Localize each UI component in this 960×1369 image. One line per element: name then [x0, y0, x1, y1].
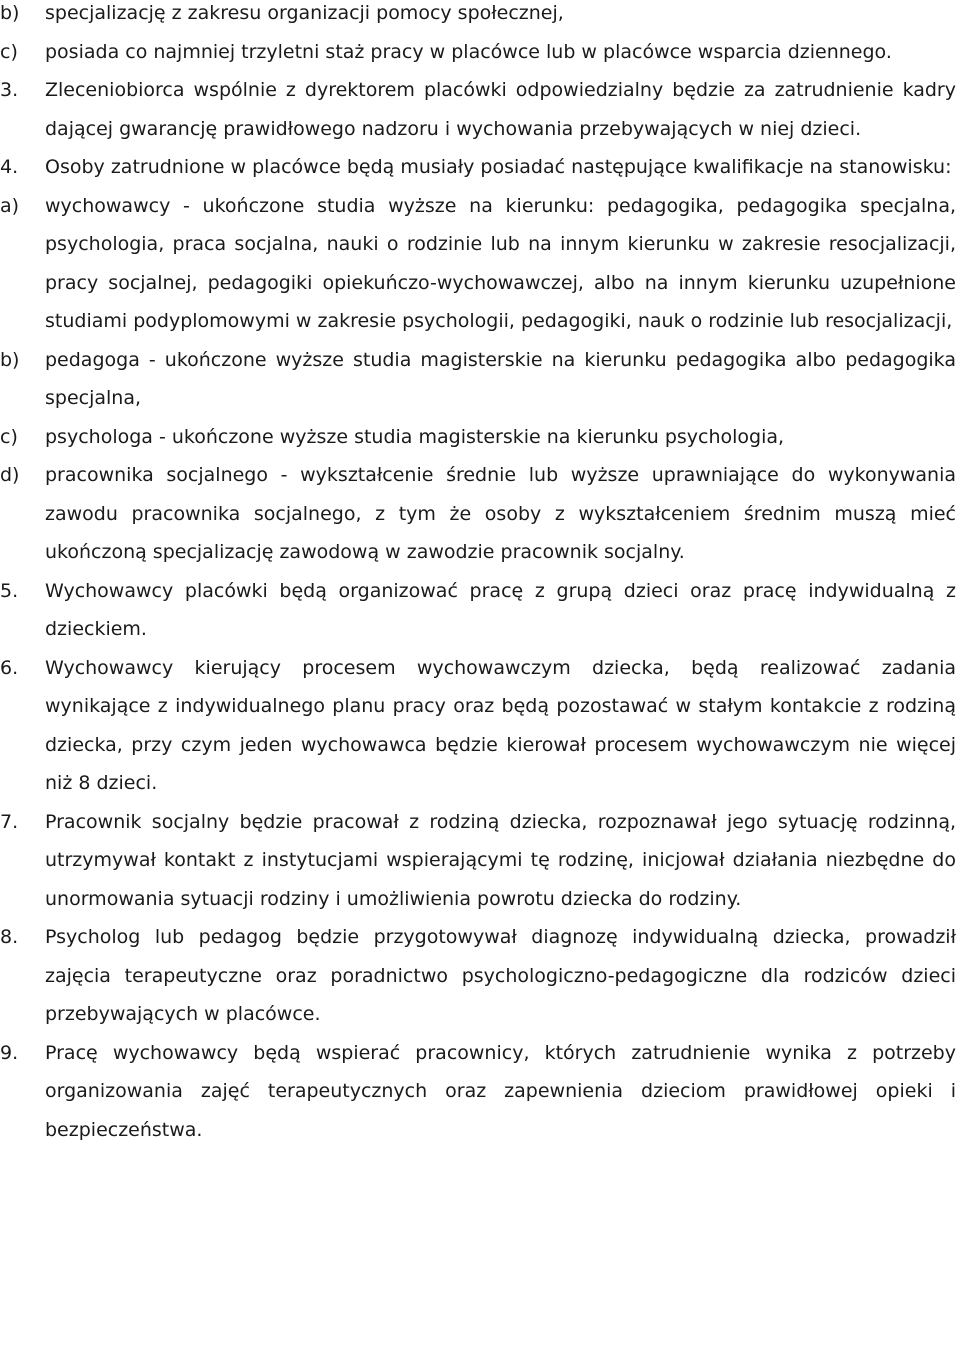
list-marker: 3.	[0, 79, 19, 101]
list-item-7-pracownik-socjalny	[0, 803, 960, 919]
list-marker: a)	[0, 194, 20, 217]
list-item-text: Osoby zatrudnione w placówce będą musiały posiadać następujące kwalifikacje na stanowisku:	[45, 156, 952, 178]
list-item-8-psycholog-pedagog	[0, 918, 960, 1034]
list-item-text: wychowawcy - ukończone studia wyższe na kierunku: pedagogika, pedagogika specjalna, psychologia, praca socjalna, nauki o rodzinie lub na innym kierunku w zakresie resocjalizacji, pracy socjalnej, pedagogiki opiekuńczo-wychowawczej, albo na innym kierunku uzupełnione studiami podyplomowymi w zakresie psychologii, pedagogiki, nauk o rodzinie lub resocjalizacji,	[45, 194, 956, 332]
list-marker: 9.	[0, 1041, 19, 1064]
list-marker: b)	[0, 2, 20, 24]
list-marker: 5.	[0, 579, 19, 602]
list-item-text: Wychowawcy placówki będą organizować pracę z grupą dzieci oraz pracę indywidualną z dzieckiem.	[45, 579, 956, 640]
list-marker: b)	[0, 348, 20, 371]
list-item-text: pracownika socjalnego - wykształcenie średnie lub wyższe uprawniające do wykonywania zawodu pracownika socjalnego, z tym że osoby z wykształceniem średnim muszą mieć ukończoną specjalizację zawodową w zawodzie pracownik socjalny.	[45, 464, 956, 563]
list-item-c-staz-pracy	[0, 33, 960, 72]
list-item-text: Psycholog lub pedagog będzie przygotowywał diagnozę indywidualną dziecka, prowadził zajęcia terapeutyczne oraz poradnictwo psychologiczno-pedagogiczne dla rodziców dzieci przebywających w placówce.	[45, 926, 956, 1025]
list-item-5-organizacja-pracy	[0, 572, 960, 649]
list-item-text: posiada co najmniej trzyletni staż pracy w placówce lub w placówce wsparcia dziennego.	[45, 40, 892, 63]
list-marker: d)	[0, 464, 20, 486]
list-marker: c)	[0, 40, 18, 63]
list-item-d-pracownika-socjalnego	[0, 456, 960, 572]
list-marker: c)	[0, 425, 18, 448]
list-item-b-pedagoga	[0, 341, 960, 418]
list-item-text: Zleceniobiorca wspólnie z dyrektorem placówki odpowiedzialny będzie za zatrudnienie kadry dającej gwarancję prawidłowego nadzoru i wychowania przebywających w niej dzieci.	[45, 79, 956, 140]
list-item-text: pedagoga - ukończone wyższe studia magisterskie na kierunku pedagogika albo pedagogika specjalna,	[45, 348, 956, 409]
list-marker: 8.	[0, 926, 19, 948]
list-marker: 4.	[0, 156, 19, 178]
list-item-a-wychowawcy	[0, 187, 960, 341]
list-item-3-zatrudnienie-kadry	[0, 71, 960, 148]
list-marker: 7.	[0, 810, 19, 833]
list-item-text: specjalizację z zakresu organizacji pomocy społecznej,	[45, 2, 564, 24]
list-item-text: Pracownik socjalny będzie pracował z rodziną dziecka, rozpoznawał jego sytuację rodzinną, utrzymywał kontakt z instytucjami wspierającymi tę rodzinę, inicjował działania niezbędne do unormowania sytuacji rodziny i umożliwienia powrotu dziecka do rodziny.	[45, 810, 956, 910]
list-item-9-wsparcie-wychowawcow	[0, 1034, 960, 1150]
list-item-6-wychowawcy-kierujacy	[0, 649, 960, 803]
list-marker: 6.	[0, 656, 19, 679]
list-item-b-specjalizacja	[0, 0, 960, 33]
list-item-c-psychologa	[0, 418, 960, 457]
list-item-text: Wychowawcy kierujący procesem wychowawczym dziecka, będą realizować zadania wynikające z indywidualnego planu pracy oraz będą pozostawać w stałym kontakcie z rodziną dziecka, przy czym jeden wychowawca będzie kierował procesem wychowawczym nie więcej niż 8 dzieci.	[45, 656, 956, 794]
list-item-text: Pracę wychowawcy będą wspierać pracownicy, których zatrudnienie wynika z potrzeby organizowania zajęć terapeutycznych oraz zapewnienia dzieciom prawidłowej opieki i bezpieczeństwa.	[45, 1041, 956, 1141]
list-item-4-kwalifikacje	[0, 148, 960, 187]
list-item-text: psychologa - ukończone wyższe studia magisterskie na kierunku psychologia,	[45, 425, 785, 448]
